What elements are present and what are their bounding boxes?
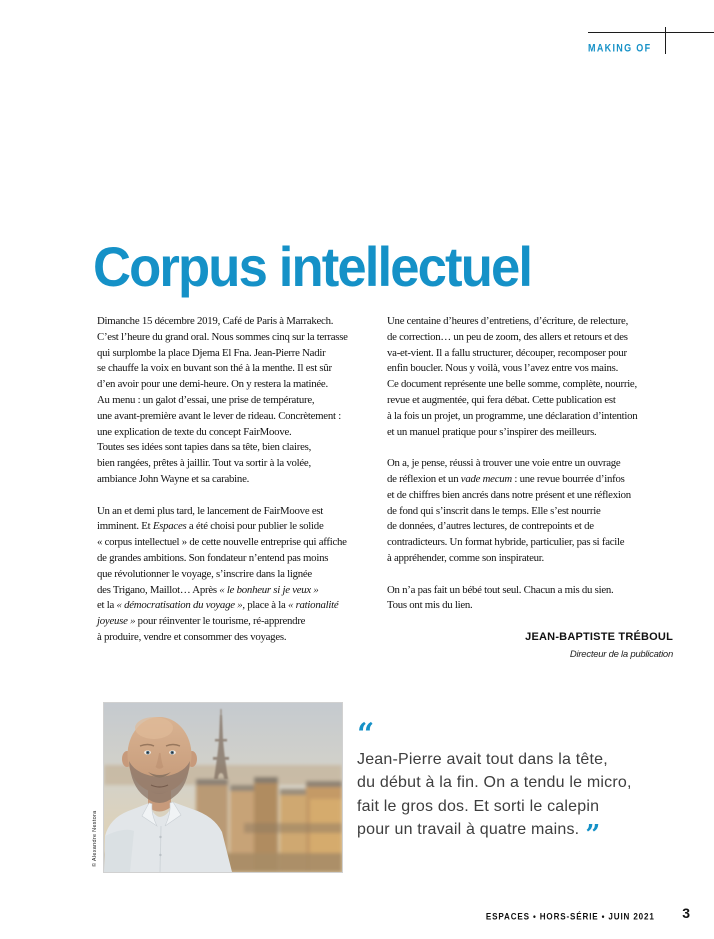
- paragraph: [387, 456, 691, 567]
- section-label: MAKING OF: [588, 42, 652, 55]
- body-line: une avant-première avant le lever de rideau. Concrètement :: [97, 409, 341, 422]
- signature: [387, 630, 691, 663]
- body-line: Tous ont mis du lien.: [387, 599, 473, 612]
- paragraph: [97, 314, 391, 488]
- header-tick: [665, 27, 666, 54]
- portrait-photo: [104, 703, 342, 872]
- body-line: de correction… un peu de zoom, des allers et retours et des: [387, 330, 628, 343]
- body-line: qui surplombe la place Djema El Fna. Jean-Pierre Nadir: [97, 346, 326, 359]
- header-rule: [588, 32, 714, 33]
- pull-quote: [357, 717, 687, 851]
- body-line: à produire, vendre et consommer des voyages.: [97, 630, 287, 643]
- body-line: Au menu : un galot d’essai, une prise de température,: [97, 393, 315, 406]
- body-line: d’en avoir pour une demi-heure. On y restera la matinée.: [97, 378, 328, 391]
- quote-line: fait le gros dos. Et sorti le calepin: [357, 797, 600, 815]
- body-line: à la fois un projet, un programme, une déclaration d’intention: [387, 409, 638, 422]
- body-line: va-et-vient. Il a fallu structurer, découper, recomposer pour: [387, 346, 627, 359]
- paragraph: [387, 583, 691, 615]
- page-number: 3: [682, 905, 690, 921]
- article-column-2: [387, 314, 691, 663]
- signature-role: Directeur de la publication: [569, 648, 673, 660]
- body-line: des Trigano, Maillot… Après « le bonheur si je veux »: [97, 583, 319, 596]
- body-line: ambiance John Wayne et sa carabine.: [97, 472, 250, 485]
- paragraph: [97, 504, 391, 646]
- body-line: que révolutionner le voyage, s’inscrire dans la lignée: [97, 567, 312, 580]
- body-line: Ce document représente une belle somme, complète, nourrie,: [387, 378, 637, 391]
- body-line: C’est l’heure du grand oral. Nous sommes cinq sur la terrasse: [97, 330, 348, 343]
- signature-name: JEAN-BAPTISTE TRÉBOUL: [525, 630, 673, 643]
- photo-credit: © Alexandre Nestora: [92, 810, 98, 867]
- pull-quote-lines: [357, 748, 687, 851]
- article-title: Corpus intellectuel: [93, 235, 532, 298]
- quote-line: du début à la fin. On a tendu le micro,: [357, 774, 632, 792]
- paragraph: [387, 314, 691, 440]
- quote-line: Jean-Pierre avait tout dans la tête,: [357, 751, 608, 768]
- open-quote-icon: “: [357, 717, 373, 752]
- body-line: Dimanche 15 décembre 2019, Café de Paris à Marrakech.: [97, 315, 334, 327]
- body-line: enfin boucler. Nous y voilà, vous l’avez entre vos mains.: [387, 362, 619, 375]
- body-line: Toutes ses idées sont tapies dans sa tête, bien claires,: [97, 441, 312, 454]
- body-line: de grandes ambitions. Son fondateur n’entend pas moins: [97, 551, 329, 564]
- body-line: à appréhender, comme son inspirateur.: [387, 551, 545, 564]
- body-line: On n’a pas fait un bébé tout seul. Chacun a mis du sien.: [387, 583, 614, 596]
- footer-journal-line: ESPACES • HORS-SÉRIE • JUIN 2021: [486, 911, 655, 922]
- head-highlight: [135, 717, 173, 739]
- body-line: de fond qui s’inscrit dans le temps. Elle s’est nourrie: [387, 504, 601, 517]
- body-line: bien rangées, prêtes à jaillir. Tout va sortir à la volée,: [97, 457, 311, 470]
- body-line: se chauffe la voix en buvant son thé à la menthe. Il est sûr: [97, 362, 332, 375]
- body-line: On a, je pense, réussi à trouver une voie entre un ouvrage: [387, 457, 621, 470]
- body-line: « corpus intellectuel » de cette nouvelle entreprise qui affiche: [97, 536, 347, 549]
- body-line: une explication de texte du concept FairMoove.: [97, 425, 292, 438]
- body-line: joyeuse » pour réinventer le tourisme, ré-apprendre: [97, 615, 306, 628]
- body-line: imminent. Et Espaces a été choisi pour publier le solide: [97, 520, 324, 533]
- body-line: et de chiffres bien ancrés dans notre présent et une réflexion: [387, 488, 631, 501]
- quote-line: pour un travail à quatre mains. ”: [357, 820, 599, 851]
- body-line: Une centaine d’heures d’entretiens, d’écriture, de relecture,: [387, 315, 629, 327]
- body-line: contradicteurs. Un format hybride, particulier, pas si facile: [387, 536, 625, 549]
- close-quote-icon: ”: [585, 820, 599, 851]
- body-line: de données, d’autres lectures, de contrepoints et de: [387, 520, 594, 533]
- portrait-photo-illustration: [104, 703, 342, 872]
- body-line: Un an et demi plus tard, le lancement de FairMoove est: [97, 504, 324, 517]
- article-column-1: [97, 314, 391, 646]
- body-line: et la « démocratisation du voyage », place à la « rationalité: [97, 599, 339, 612]
- body-line: et un manuel pratique pour s’inspirer des meilleurs.: [387, 425, 597, 438]
- body-line: revue et augmentée, qui fera débat. Cette publication est: [387, 393, 616, 406]
- body-line: de réflexion et un vade mecum : une revue bourrée d’infos: [387, 472, 625, 485]
